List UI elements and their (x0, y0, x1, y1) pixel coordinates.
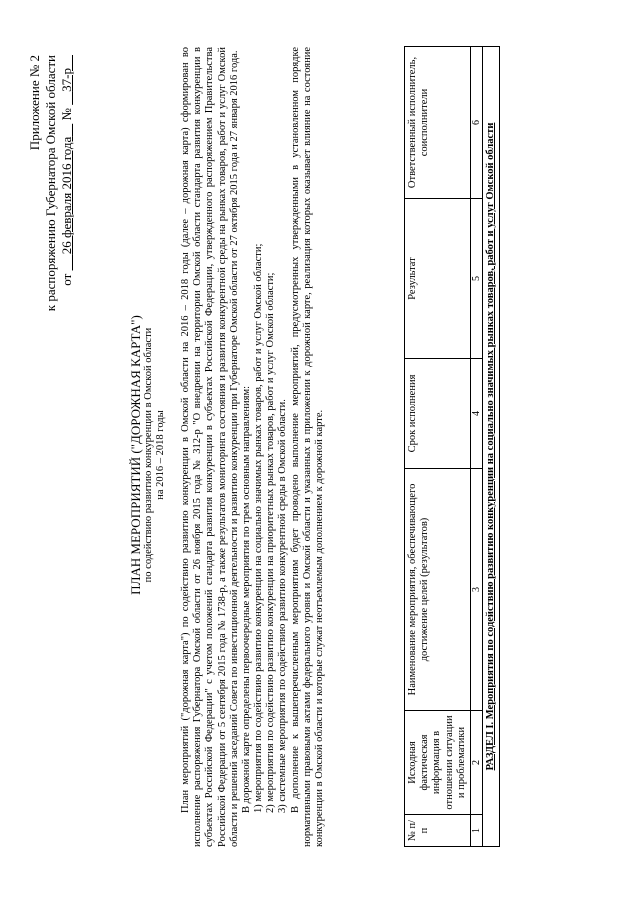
plan-title: ПЛАН МЕРОПРИЯТИЙ ("ДОРОЖНАЯ КАРТА") (128, 315, 143, 595)
column-number-5: 5 (470, 199, 482, 359)
section-1-title: РАЗДЕЛ I. Мероприятия по содействию развитию конкуренции на социально значимых рынках товаров, работ и услуг Омской области (482, 47, 499, 847)
plan-table (404, 46, 500, 847)
from-label: от (58, 273, 74, 286)
header-measure-name: Наименование мероприятия, обеспечивающего достижение целей (результатов) (405, 469, 471, 711)
paragraph-intro: План мероприятий ("дорожная карта") по содействию развитию конкуренции в Омской области на 2016 – 2018 годы (далее – дорожная карта) сформирован во исполнение распоряжения Губернатора Омской области от 26 ноября 2015 года № 312-р "О внедрении на территории Омской области стандарта развития конкуренции в субъектах Российской Федерации" с учетом положений стандарта развития конкуренции в субъектах Российской Федерации, утвержденного распоряжением Правительства Российской Федерации от 5 сентября 2015 года № 1738-р, а также результатов мониторинга состояния и развития конкурентной среды на рынках товаров, работ и услуг Омской области и решений заседаний Совета по инвестиционной деятельности и развитию конкуренции при Губернаторе Омской области от 27 октября 2015 года и 27 января 2016 года. (180, 47, 240, 847)
number-label: № (58, 108, 74, 121)
appendix-number: Приложение № 2 (27, 55, 42, 151)
table-section-row (482, 47, 499, 847)
paragraph-additional: В дополнение к вышеперечисленным мероприятиям будет проводено выполнение мероприятий, предусмотренных утвержденными в установленном порядке нормативными правовыми актами федерального уровня и Омской области и указанных в приложении к дорожной карте, реализация которых оказывает влияние на состояние конкуренции в Омской области и которые служат неотъемлемым дополнением к дорожной карте. (289, 47, 325, 847)
header-deadline: Срок исполнения (405, 359, 471, 469)
header-result: Результат (405, 199, 471, 359)
appendix-date-line (59, 55, 75, 435)
appendix-header (27, 55, 75, 435)
decree-number: 37-р (58, 68, 74, 92)
table-column-numbers-row (470, 47, 482, 847)
plan-heading (128, 65, 167, 845)
plan-body (180, 47, 326, 847)
column-number-3: 3 (470, 469, 482, 711)
column-number-6: 6 (470, 47, 482, 199)
column-number-2: 2 (470, 711, 482, 815)
header-initial-info: Исходная фактическая информация в отношении ситуации и проблематики (405, 711, 471, 815)
plan-period: на 2016 – 2018 годы (155, 410, 167, 500)
header-number: № п/п (405, 815, 471, 847)
direction-item-2: 2) мероприятия по содействию развитию конкуренции на приоритетных рынках товаров, работ и услуг Омской области; (265, 272, 277, 813)
paragraph-directions: В дорожной карте определены первоочередные мероприятия по трем основным направлениям: (240, 385, 252, 813)
column-number-1: 1 (470, 815, 482, 847)
decree-date: 26 февраля 2016 года (58, 136, 74, 255)
header-responsible: Ответственный исполнитель, соисполнители (405, 47, 471, 199)
direction-item-3: 3) системные мероприятия по содействию развитию конкурентной среды в Омской области. (277, 399, 289, 813)
column-number-4: 4 (470, 359, 482, 469)
table-header-row (405, 47, 471, 847)
direction-item-1: 1) мероприятия по содействию развитию конкуренции на социально значимых рынках товаров, работ и услуг Омской области; (253, 243, 265, 813)
plan-subtitle: по содействию развитию конкуренции в Омской области (143, 327, 155, 583)
appendix-decree-ref: к распоряжению Губернатора Омской области (42, 55, 58, 312)
